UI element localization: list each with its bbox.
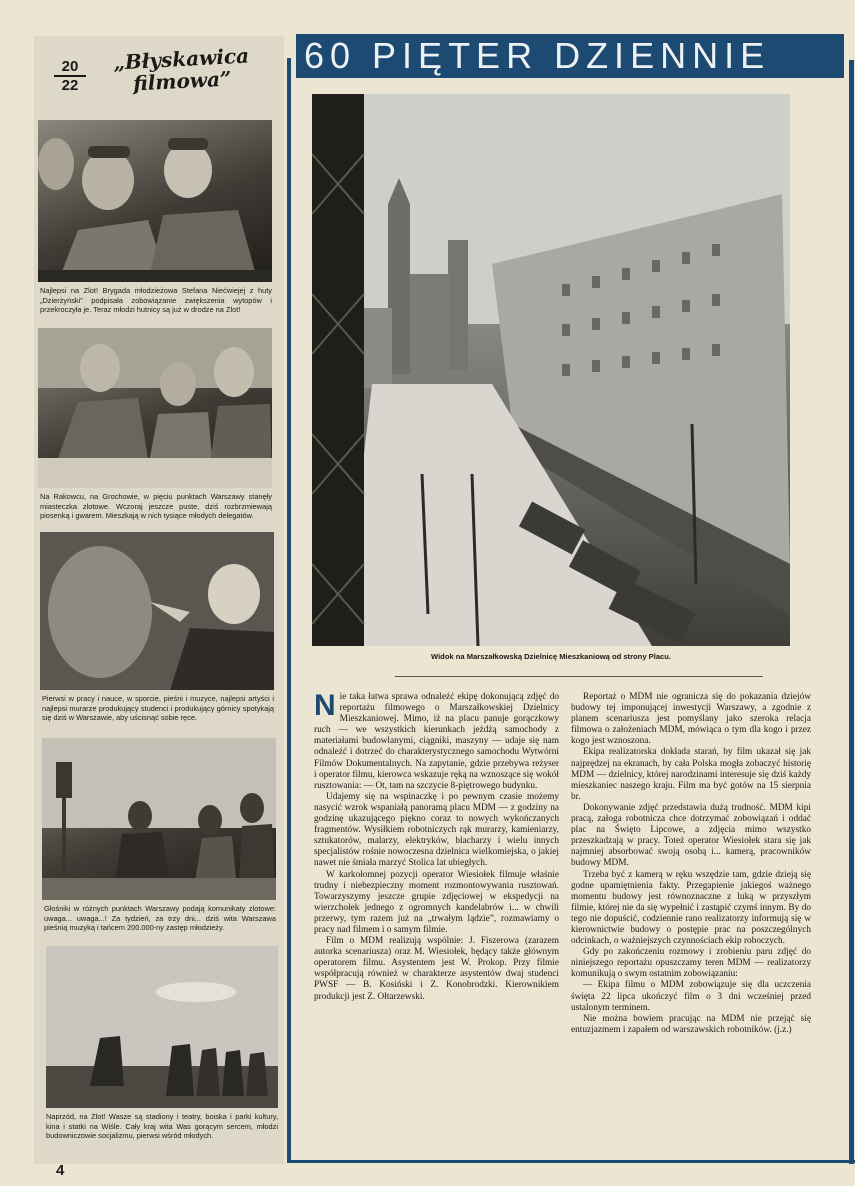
article-paragraph: Nie można bowiem pracując na MDM nie przejąć się entuzjazmem i zapałem od warszawskich robotników. (j.z.) <box>571 1013 811 1035</box>
date-bottom: 22 <box>54 75 86 94</box>
article-paragraph: — Ekipa filmu o MDM zobowiązuje się dla uczczenia święta 22 lipca ukończyć film o 3 dni wcześniej przed ustalonym terminem. <box>571 980 811 1013</box>
article-paragraph: Udajemy się na wspinaczkę i po pewnym czasie możemy nasycić wzrok wspaniałą panoramą placu MDM — z godziny na godzinę ukazującego piękno coraz to nowych wykończanych fragmentów. Wysiłkiem robotniczych rąk murarzy, kamieniarzy, sztukatorów, malarzy, elektryków, blacharzy i wielu innych specjalistów rośnie nowoczesna dzielnica wielkomiejska, o jakiej nawet nie śmiała marzyć Stolica lat ubiegłych. <box>314 791 559 869</box>
date-fraction <box>54 58 86 94</box>
blue-rule-bottom <box>287 1160 855 1163</box>
left-photo-column <box>34 36 284 1164</box>
blue-rule-left <box>287 58 291 1162</box>
article-paragraph: Film o MDM realizują wspólnie: J. Fiszerowa (zarazem autorka scenariusza) oraz M. Wiesiołek, będący także głównym operatorem filmu. Asystentem jest W. Prokop. Przy filmie współpracują również w charakterze asystentów dwaj studenci PWSF — B. Kosiński i Z. Konobrodzki. Kierownikiem produkcji jest Z. Ołtarzewski. <box>314 936 559 1002</box>
headline: 60 PIĘTER DZIENNIE <box>296 34 844 78</box>
photo-performers <box>40 532 274 690</box>
caption-divider <box>395 676 763 677</box>
page-number: 4 <box>56 1162 65 1179</box>
article-paragraph: Dokonywanie zdjęć przedstawia dużą trudność. MDM kipi pracą, załoga robotnicza chce dotrzymać zobowiązań i oddać plac na Święto Lipcowe, a zdjęcia mimo wszystko przeszkadzają w pracy. Toteż operator Wiesiołek stara się jak najmniej absorbować swoją osobą i... kamerą, pracowników budowy MDM. <box>571 802 811 869</box>
blue-rule-right <box>849 60 854 1164</box>
photo-zlot-town <box>38 328 272 488</box>
photo-steelworkers <box>38 120 272 282</box>
article-paragraph: Reportaż o MDM nie ogranicza się do pokazania dziejów budowy tej imponującej inwestycji Warszawy, a zgodnie z planem scenariusza jest pomyślany jako szeroka relacja filmowa o założeniach MDM, mówiąca o tym dla kogo i przez kogo jest wznoszona. <box>571 692 811 747</box>
caption-loudspeakers: Głośniki w różnych punktach Warszawy podają komunikaty zlotowe: uwaga... uwaga...! Za tydzień, za trzy dni... dziś wita Warszawa pieśnią muzyką i tańcem 200.000-ny zastęp młodzieży. <box>44 904 276 933</box>
photo-loudspeakers <box>42 738 276 900</box>
caption-runners: Naprzód, na Zlot! Wasze są stadiony i teatry, boiska i parki kultury, kina i statki na Wiśle. Cały kraj wita Was gorącym sercem, młodzi budowniczowie socjalizmu, pierwsi wśród młodych. <box>46 1112 278 1141</box>
article-paragraph: Ekipa realizatorska dokłada starań, by film ukazał się jak najprędzej na ekranach, by cała Polska mogła zobaczyć historię MDM — dzielnicy, której narodzinami interesuje się dziś każdy mieszkaniec naszego kraju. Film ma być gotów na 15 sierpnia br. <box>571 747 811 802</box>
article-column-1 <box>314 689 559 1003</box>
article-paragraph: W karkołomnej pozycji operator Wiesiołek filmuje właśnie trudny i niebezpieczny moment rozmontowywania rusztowań. Towarzyszymy jeszcze grupie zdjęciowej w ekspedycji na wierzchołek jednego z ogromnych kandelabrów i... w chwili przerwy, tym razem już na „trwałym lądzie”, rozmawiamy o pracy nad filmem i o samym filmie. <box>314 869 559 935</box>
photo-mdm-street-view <box>312 94 790 646</box>
article-paragraph: Nie taka łatwa sprawa odnaleźć ekipę dokonującą zdjęć do reportażu filmowego o Marszałkowskiej Dzielnicy Mieszkaniowej. Mimo, iż na placu panuje gorączkowy ruch — we wszystkich kierunkach jeżdżą samochody z materiałami budowlanymi, ciągniki, maszyny — udaje się nam odnaleźć i dotrzeć do charakterystycznego samochodu Wytwórni Filmów Dokumentalnych. Na zapytanie, gdzie przebywa reżyser i operator filmu, kierowca wskazuje ręką na wznoszące się wokół rusztowania: — Ot, tam na szczycie 8-piętrowego budynku. <box>314 689 559 791</box>
caption-performers: Pierwsi w pracy i nauce, w sporcie, pieśni i muzyce, najlepsi artyści i najlepsi murarze produkujący studenci i produkujący górnicy spotykają się dziś w Warszawie, aby uścisnąć sobie ręce. <box>42 694 274 723</box>
main-photo-caption: Widok na Marszałkowską Dzielnicę Mieszkaniową od strony Placu. <box>430 652 672 661</box>
column-title: „Błyskawica filmowa” <box>112 43 250 96</box>
date-top: 20 <box>61 58 79 75</box>
article-paragraph: Gdy po zakończeniu rozmowy i zrobieniu paru zdjęć do niniejszego reportażu opuszczamy teren MDM — realizatorzy komunikują o swym ostatnim zobowiązaniu: <box>571 947 811 980</box>
caption-steelworkers: Najlepsi na Zlot! Brygada młodzieżowa Stefana Niećwiejej z huty „Dzierżyński” podpisała zobowiązanie zwiększenia wytopów i przekroczyła je. Teraz młodzi hutnicy są już w drodze na Zlot! <box>40 286 272 315</box>
caption-zlot-town: Na Rakowcu, na Grochowie, w pięciu punktach Warszawy stanęły miasteczka zlotowe. Wczoraj jeszcze puste, dziś rozbrzmiewają piosenką i gwarem. Mieszkają w nich tysiące młodych delegatów. <box>40 492 272 521</box>
column-header <box>34 36 284 114</box>
drop-cap: N <box>314 689 336 722</box>
article-paragraph: Trzeba być z kamerą w ręku wszędzie tam, gdzie dzieją się godne upamiętnienia fakty. Przegapienie jakiegoś ważnego momentu budowy jest równoznaczne z luką w przyszłym filmie, której nie da się wypełnić i zastąpić czymś innym. By do tego nie dopuścić, codziennie rano realizatorzy informują się w kierownictwie budowy o postępie prac na poszczególnych odcinkach, o ważniejszych czynnościach ekip roboczych. <box>571 869 811 947</box>
photo-runners <box>46 946 278 1108</box>
article-column-2 <box>571 692 811 1036</box>
